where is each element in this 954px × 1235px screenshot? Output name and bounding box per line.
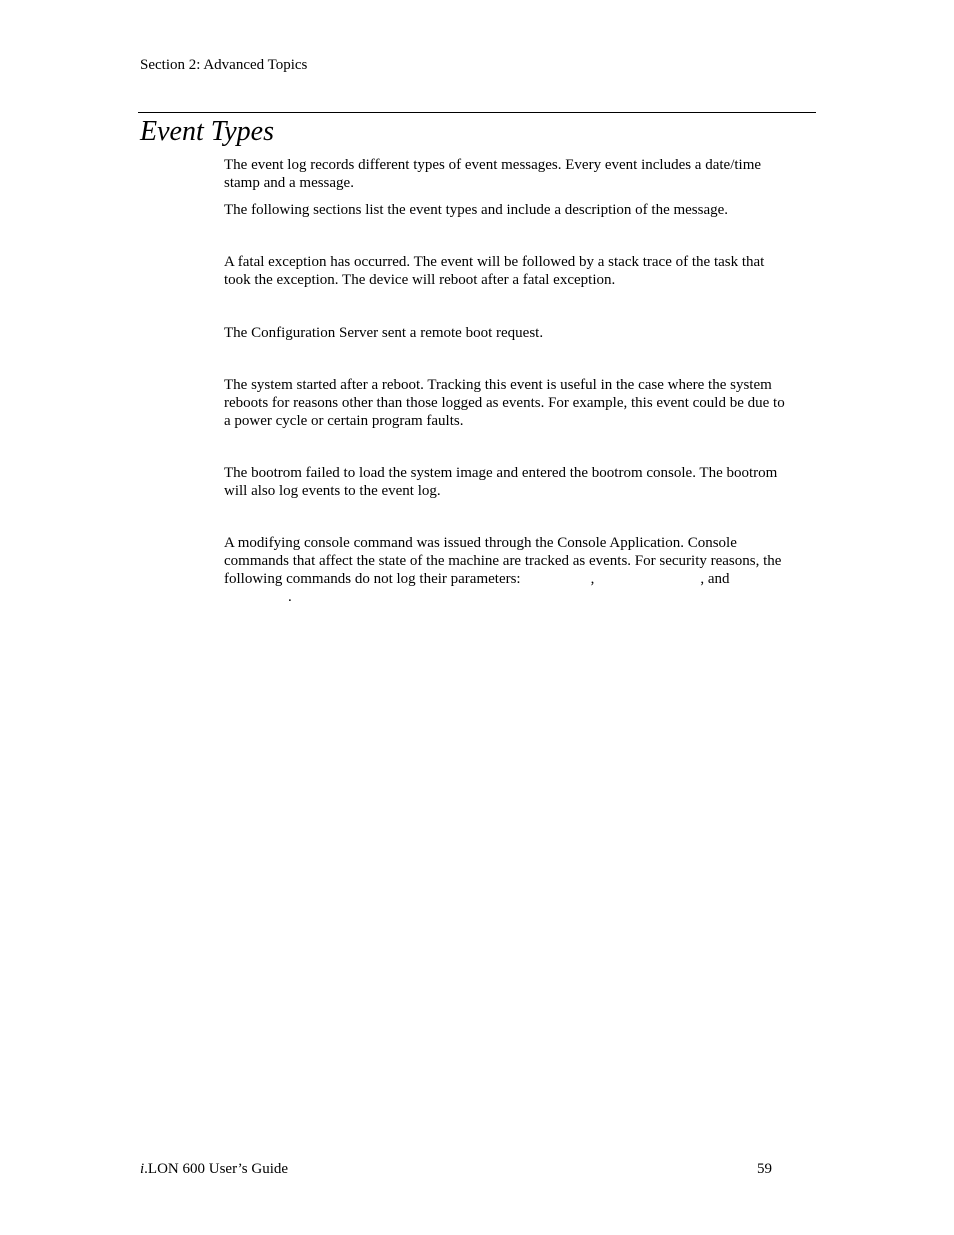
event-bootrom-description: The bootrom failed to load the system image and entered the bootrom console. The bootrom will also log events to the event log. <box>224 465 778 499</box>
intro-paragraph-1: The event log records different types of event messages. Every event includes a date/time stamp and a message. <box>224 157 762 191</box>
console-event-text: A modifying console command was issued through the Console Application. Console commands that affect the state of the machine are tracked as events. For security reasons, the following commands do not log their parameters: <box>224 535 782 587</box>
page-title: Event Types <box>140 116 274 147</box>
console-event-separator-1: , <box>590 571 595 587</box>
console-event-separator-2: , and <box>700 571 730 587</box>
event-system-start-description: The system started after a reboot. Tracking this event is useful in the case where the system reboots for reasons other than those logged as events. For example, this event could be due to a power cycle or certain program faults. <box>224 377 785 429</box>
console-event-end: . <box>288 589 292 605</box>
footer-product-rest: .LON 600 User’s Guide <box>144 1161 289 1177</box>
footer-product-name <box>140 1160 288 1178</box>
running-header: Section 2: Advanced Topics <box>140 57 308 73</box>
event-console-command-description <box>224 534 794 606</box>
event-fatal-exception-description: A fatal exception has occurred. The event will be followed by a stack trace of the task that took the exception. The device will reboot after a fatal exception. <box>224 254 765 288</box>
page-number: 59 <box>757 1161 772 1177</box>
event-remote-boot-description: The Configuration Server sent a remote boot request. <box>224 325 544 341</box>
footer-product-italic: i <box>140 1161 145 1177</box>
intro-paragraph-2: The following sections list the event types and include a description of the message. <box>224 202 729 218</box>
header-rule <box>138 112 816 113</box>
